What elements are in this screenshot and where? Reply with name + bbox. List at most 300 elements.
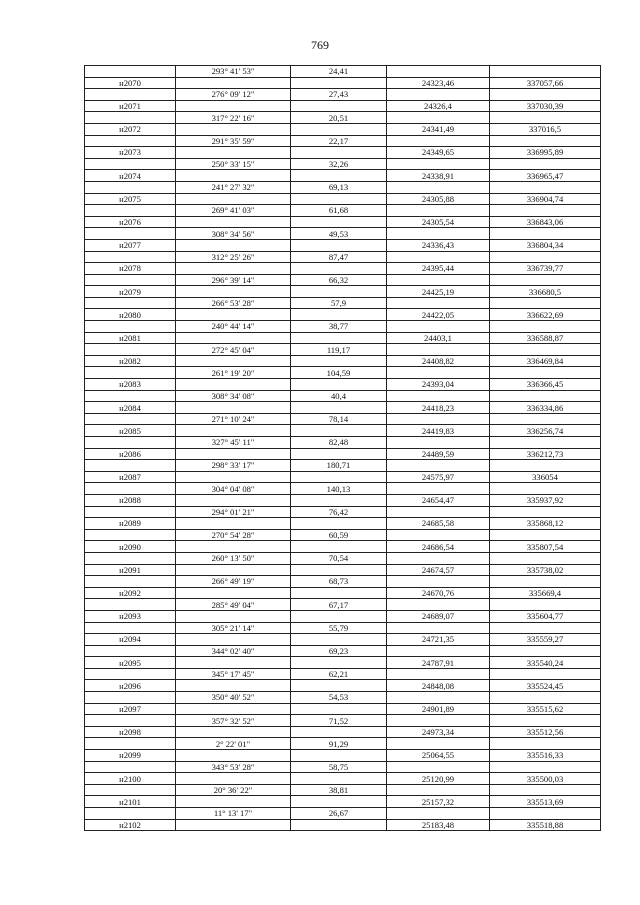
- empty-cell: [291, 750, 387, 762]
- y-coordinate: 336843,06: [490, 216, 601, 228]
- segment-length: 91,29: [291, 738, 387, 750]
- point-row: [85, 610, 601, 622]
- point-row: [85, 355, 601, 367]
- direction-angle: 272° 45' 04": [176, 344, 291, 356]
- point-name: н2095: [85, 657, 176, 669]
- segment-row: [85, 529, 601, 541]
- segment-length: 20,51: [291, 112, 387, 124]
- segment-length: 140,13: [291, 483, 387, 495]
- segment-row: [85, 205, 601, 217]
- segment-row: [85, 274, 601, 286]
- empty-cell: [176, 170, 291, 182]
- empty-cell: [387, 761, 490, 773]
- point-row: [85, 634, 601, 646]
- empty-cell: [85, 344, 176, 356]
- empty-cell: [387, 158, 490, 170]
- y-coordinate: 337016,5: [490, 123, 601, 135]
- x-coordinate: 24654,47: [387, 494, 490, 506]
- empty-cell: [176, 750, 291, 762]
- empty-cell: [387, 181, 490, 193]
- point-row: [85, 425, 601, 437]
- empty-cell: [176, 796, 291, 808]
- segment-row: [85, 784, 601, 796]
- point-row: [85, 773, 601, 785]
- point-row: [85, 726, 601, 738]
- empty-cell: [85, 274, 176, 286]
- empty-cell: [291, 541, 387, 553]
- empty-cell: [490, 529, 601, 541]
- direction-angle: 285° 49' 04": [176, 599, 291, 611]
- point-row: [85, 170, 601, 182]
- y-coordinate: 335738,02: [490, 564, 601, 576]
- segment-length: 27,43: [291, 89, 387, 101]
- segment-row: [85, 761, 601, 773]
- direction-angle: 350° 40' 52": [176, 692, 291, 704]
- empty-cell: [490, 112, 601, 124]
- point-name: н2079: [85, 286, 176, 298]
- y-coordinate: 336965,47: [490, 170, 601, 182]
- y-coordinate: 335807,54: [490, 541, 601, 553]
- empty-cell: [291, 379, 387, 391]
- empty-cell: [85, 321, 176, 333]
- direction-angle: 276° 09' 12": [176, 89, 291, 101]
- empty-cell: [490, 808, 601, 820]
- segment-length: 87,47: [291, 251, 387, 263]
- segment-length: 69,13: [291, 181, 387, 193]
- empty-cell: [387, 297, 490, 309]
- empty-cell: [387, 390, 490, 402]
- empty-cell: [490, 715, 601, 727]
- point-row: [85, 193, 601, 205]
- point-name: н2091: [85, 564, 176, 576]
- point-name: н2096: [85, 680, 176, 692]
- empty-cell: [85, 668, 176, 680]
- empty-cell: [291, 147, 387, 159]
- empty-cell: [85, 390, 176, 402]
- empty-cell: [291, 309, 387, 321]
- segment-row: [85, 251, 601, 263]
- empty-cell: [85, 367, 176, 379]
- direction-angle: 312° 25' 26": [176, 251, 291, 263]
- segment-length: 69,23: [291, 645, 387, 657]
- segment-length: 60,59: [291, 529, 387, 541]
- y-coordinate: 336680,5: [490, 286, 601, 298]
- direction-angle: 266° 53' 28": [176, 297, 291, 309]
- empty-cell: [490, 483, 601, 495]
- empty-cell: [291, 564, 387, 576]
- x-coordinate: 24686,54: [387, 541, 490, 553]
- point-name: н2101: [85, 796, 176, 808]
- empty-cell: [291, 773, 387, 785]
- y-coordinate: 336804,34: [490, 239, 601, 251]
- empty-cell: [176, 657, 291, 669]
- point-name: н2090: [85, 541, 176, 553]
- direction-angle: 344° 02' 40": [176, 645, 291, 657]
- empty-cell: [176, 494, 291, 506]
- empty-cell: [176, 726, 291, 738]
- empty-cell: [291, 100, 387, 112]
- empty-cell: [291, 587, 387, 599]
- y-coordinate: 336212,73: [490, 448, 601, 460]
- segment-row: [85, 460, 601, 472]
- segment-length: 61,68: [291, 205, 387, 217]
- segment-length: 70,54: [291, 552, 387, 564]
- point-row: [85, 448, 601, 460]
- x-coordinate: 25157,32: [387, 796, 490, 808]
- empty-cell: [85, 413, 176, 425]
- empty-cell: [176, 448, 291, 460]
- empty-cell: [176, 610, 291, 622]
- segment-row: [85, 599, 601, 611]
- empty-cell: [291, 355, 387, 367]
- empty-cell: [291, 494, 387, 506]
- point-name: н2082: [85, 355, 176, 367]
- empty-cell: [387, 622, 490, 634]
- empty-cell: [387, 784, 490, 796]
- empty-cell: [387, 552, 490, 564]
- x-coordinate: 24689,07: [387, 610, 490, 622]
- segment-row: [85, 297, 601, 309]
- empty-cell: [85, 89, 176, 101]
- y-coordinate: 335540,24: [490, 657, 601, 669]
- y-coordinate: 337030,39: [490, 100, 601, 112]
- empty-cell: [176, 518, 291, 530]
- segment-row: [85, 715, 601, 727]
- empty-cell: [387, 460, 490, 472]
- direction-angle: 271° 10' 24": [176, 413, 291, 425]
- empty-cell: [490, 622, 601, 634]
- point-row: [85, 494, 601, 506]
- y-coordinate: 335512,56: [490, 726, 601, 738]
- direction-angle: 296° 39' 14": [176, 274, 291, 286]
- y-coordinate: 335559,27: [490, 634, 601, 646]
- x-coordinate: 24408,82: [387, 355, 490, 367]
- point-name: н2102: [85, 819, 176, 831]
- point-name: н2094: [85, 634, 176, 646]
- x-coordinate: 25064,55: [387, 750, 490, 762]
- empty-cell: [387, 738, 490, 750]
- empty-cell: [176, 680, 291, 692]
- direction-angle: 317° 22' 16": [176, 112, 291, 124]
- empty-cell: [176, 147, 291, 159]
- empty-cell: [85, 784, 176, 796]
- point-row: [85, 332, 601, 344]
- empty-cell: [85, 808, 176, 820]
- segment-length: 76,42: [291, 506, 387, 518]
- empty-cell: [291, 123, 387, 135]
- x-coordinate: 24685,58: [387, 518, 490, 530]
- empty-cell: [490, 460, 601, 472]
- segment-length: 104,59: [291, 367, 387, 379]
- point-name: н2078: [85, 263, 176, 275]
- empty-cell: [176, 564, 291, 576]
- point-name: н2083: [85, 379, 176, 391]
- empty-cell: [490, 297, 601, 309]
- point-name: н2088: [85, 494, 176, 506]
- segment-length: 66,32: [291, 274, 387, 286]
- segment-length: 58,75: [291, 761, 387, 773]
- segment-length: 22,17: [291, 135, 387, 147]
- point-name: н2071: [85, 100, 176, 112]
- empty-cell: [291, 680, 387, 692]
- x-coordinate: 24721,35: [387, 634, 490, 646]
- point-name: н2072: [85, 123, 176, 135]
- point-name: н2073: [85, 147, 176, 159]
- empty-cell: [490, 228, 601, 240]
- empty-cell: [176, 309, 291, 321]
- empty-cell: [85, 112, 176, 124]
- empty-cell: [387, 66, 490, 78]
- y-coordinate: 335669,4: [490, 587, 601, 599]
- empty-cell: [387, 228, 490, 240]
- empty-cell: [490, 66, 601, 78]
- empty-cell: [387, 692, 490, 704]
- segment-length: 32,26: [291, 158, 387, 170]
- segment-row: [85, 692, 601, 704]
- segment-row: [85, 437, 601, 449]
- point-name: н2098: [85, 726, 176, 738]
- direction-angle: 11° 13' 17": [176, 808, 291, 820]
- point-row: [85, 239, 601, 251]
- y-coordinate: 335500,03: [490, 773, 601, 785]
- point-row: [85, 518, 601, 530]
- x-coordinate: 24425,19: [387, 286, 490, 298]
- empty-cell: [490, 692, 601, 704]
- x-coordinate: 24419,83: [387, 425, 490, 437]
- empty-cell: [490, 367, 601, 379]
- empty-cell: [85, 66, 176, 78]
- empty-cell: [490, 321, 601, 333]
- point-row: [85, 680, 601, 692]
- empty-cell: [176, 332, 291, 344]
- empty-cell: [387, 135, 490, 147]
- x-coordinate: 24848,08: [387, 680, 490, 692]
- x-coordinate: 24418,23: [387, 402, 490, 414]
- point-row: [85, 819, 601, 831]
- point-row: [85, 263, 601, 275]
- segment-length: 68,73: [291, 576, 387, 588]
- direction-angle: 260° 13' 50": [176, 552, 291, 564]
- empty-cell: [176, 541, 291, 553]
- x-coordinate: 24674,57: [387, 564, 490, 576]
- empty-cell: [176, 634, 291, 646]
- empty-cell: [291, 77, 387, 89]
- point-row: [85, 703, 601, 715]
- point-row: [85, 587, 601, 599]
- y-coordinate: 336739,77: [490, 263, 601, 275]
- empty-cell: [85, 205, 176, 217]
- point-row: [85, 309, 601, 321]
- empty-cell: [490, 738, 601, 750]
- point-name: н2099: [85, 750, 176, 762]
- x-coordinate: 24326,4: [387, 100, 490, 112]
- empty-cell: [176, 425, 291, 437]
- segment-length: 38,77: [291, 321, 387, 333]
- empty-cell: [291, 610, 387, 622]
- direction-angle: 304° 04' 08": [176, 483, 291, 495]
- segment-length: 62,21: [291, 668, 387, 680]
- empty-cell: [490, 89, 601, 101]
- segment-length: 38,81: [291, 784, 387, 796]
- empty-cell: [85, 692, 176, 704]
- segment-length: 24,41: [291, 66, 387, 78]
- segment-row: [85, 576, 601, 588]
- x-coordinate: 24336,43: [387, 239, 490, 251]
- y-coordinate: 336366,45: [490, 379, 601, 391]
- segment-row: [85, 506, 601, 518]
- empty-cell: [291, 518, 387, 530]
- point-row: [85, 286, 601, 298]
- direction-angle: 345° 17' 45": [176, 668, 291, 680]
- x-coordinate: 24349,65: [387, 147, 490, 159]
- point-row: [85, 541, 601, 553]
- empty-cell: [387, 529, 490, 541]
- segment-row: [85, 158, 601, 170]
- direction-angle: 20° 36' 22": [176, 784, 291, 796]
- empty-cell: [291, 471, 387, 483]
- empty-cell: [291, 402, 387, 414]
- y-coordinate: 335604,77: [490, 610, 601, 622]
- point-row: [85, 379, 601, 391]
- x-coordinate: 24305,88: [387, 193, 490, 205]
- empty-cell: [176, 402, 291, 414]
- empty-cell: [176, 587, 291, 599]
- segment-length: 54,53: [291, 692, 387, 704]
- empty-cell: [490, 645, 601, 657]
- segment-row: [85, 367, 601, 379]
- empty-cell: [291, 286, 387, 298]
- empty-cell: [85, 622, 176, 634]
- empty-cell: [490, 158, 601, 170]
- empty-cell: [387, 668, 490, 680]
- segment-length: 40,4: [291, 390, 387, 402]
- empty-cell: [176, 703, 291, 715]
- point-row: [85, 471, 601, 483]
- empty-cell: [291, 263, 387, 275]
- x-coordinate: 24422,05: [387, 309, 490, 321]
- empty-cell: [291, 332, 387, 344]
- empty-cell: [387, 367, 490, 379]
- empty-cell: [291, 657, 387, 669]
- y-coordinate: 336054: [490, 471, 601, 483]
- x-coordinate: 24341,49: [387, 123, 490, 135]
- empty-cell: [291, 726, 387, 738]
- empty-cell: [176, 100, 291, 112]
- point-name: н2075: [85, 193, 176, 205]
- segment-length: 26,67: [291, 808, 387, 820]
- empty-cell: [85, 437, 176, 449]
- empty-cell: [490, 437, 601, 449]
- empty-cell: [490, 205, 601, 217]
- empty-cell: [85, 483, 176, 495]
- point-row: [85, 100, 601, 112]
- segment-row: [85, 228, 601, 240]
- empty-cell: [291, 448, 387, 460]
- empty-cell: [176, 355, 291, 367]
- point-name: н2097: [85, 703, 176, 715]
- direction-angle: 291° 35' 59": [176, 135, 291, 147]
- segment-row: [85, 738, 601, 750]
- direction-angle: 357° 32' 52": [176, 715, 291, 727]
- empty-cell: [291, 193, 387, 205]
- point-row: [85, 750, 601, 762]
- empty-cell: [291, 239, 387, 251]
- point-name: н2077: [85, 239, 176, 251]
- segment-length: 82,48: [291, 437, 387, 449]
- y-coordinate: 336622,69: [490, 309, 601, 321]
- point-name: н2087: [85, 471, 176, 483]
- segment-row: [85, 344, 601, 356]
- segment-row: [85, 390, 601, 402]
- empty-cell: [85, 552, 176, 564]
- point-row: [85, 216, 601, 228]
- point-row: [85, 402, 601, 414]
- empty-cell: [490, 274, 601, 286]
- segment-length: 78,14: [291, 413, 387, 425]
- empty-cell: [85, 761, 176, 773]
- empty-cell: [387, 413, 490, 425]
- empty-cell: [176, 286, 291, 298]
- empty-cell: [176, 773, 291, 785]
- empty-cell: [387, 437, 490, 449]
- empty-cell: [85, 738, 176, 750]
- direction-angle: 266° 49' 19": [176, 576, 291, 588]
- empty-cell: [85, 576, 176, 588]
- empty-cell: [387, 808, 490, 820]
- empty-cell: [85, 506, 176, 518]
- empty-cell: [85, 297, 176, 309]
- empty-cell: [490, 668, 601, 680]
- y-coordinate: 335513,69: [490, 796, 601, 808]
- empty-cell: [291, 170, 387, 182]
- point-name: н2085: [85, 425, 176, 437]
- empty-cell: [291, 634, 387, 646]
- empty-cell: [490, 506, 601, 518]
- empty-cell: [490, 181, 601, 193]
- empty-cell: [85, 251, 176, 263]
- empty-cell: [85, 460, 176, 472]
- empty-cell: [387, 344, 490, 356]
- point-name: н2100: [85, 773, 176, 785]
- segment-length: 67,17: [291, 599, 387, 611]
- x-coordinate: 24901,89: [387, 703, 490, 715]
- point-row: [85, 123, 601, 135]
- x-coordinate: 24575,97: [387, 471, 490, 483]
- empty-cell: [85, 645, 176, 657]
- x-coordinate: 24395,44: [387, 263, 490, 275]
- empty-cell: [85, 228, 176, 240]
- x-coordinate: 24305,54: [387, 216, 490, 228]
- empty-cell: [291, 819, 387, 831]
- empty-cell: [387, 321, 490, 333]
- segment-row: [85, 483, 601, 495]
- y-coordinate: 335515,62: [490, 703, 601, 715]
- point-name: н2081: [85, 332, 176, 344]
- empty-cell: [176, 239, 291, 251]
- y-coordinate: 336334,86: [490, 402, 601, 414]
- point-name: н2070: [85, 77, 176, 89]
- direction-angle: 298° 33' 17": [176, 460, 291, 472]
- point-row: [85, 77, 601, 89]
- direction-angle: 343° 53' 28": [176, 761, 291, 773]
- point-row: [85, 796, 601, 808]
- direction-angle: 308° 34' 08": [176, 390, 291, 402]
- x-coordinate: 24670,76: [387, 587, 490, 599]
- x-coordinate: 24973,34: [387, 726, 490, 738]
- segment-length: 49,53: [291, 228, 387, 240]
- segment-row: [85, 808, 601, 820]
- segment-row: [85, 321, 601, 333]
